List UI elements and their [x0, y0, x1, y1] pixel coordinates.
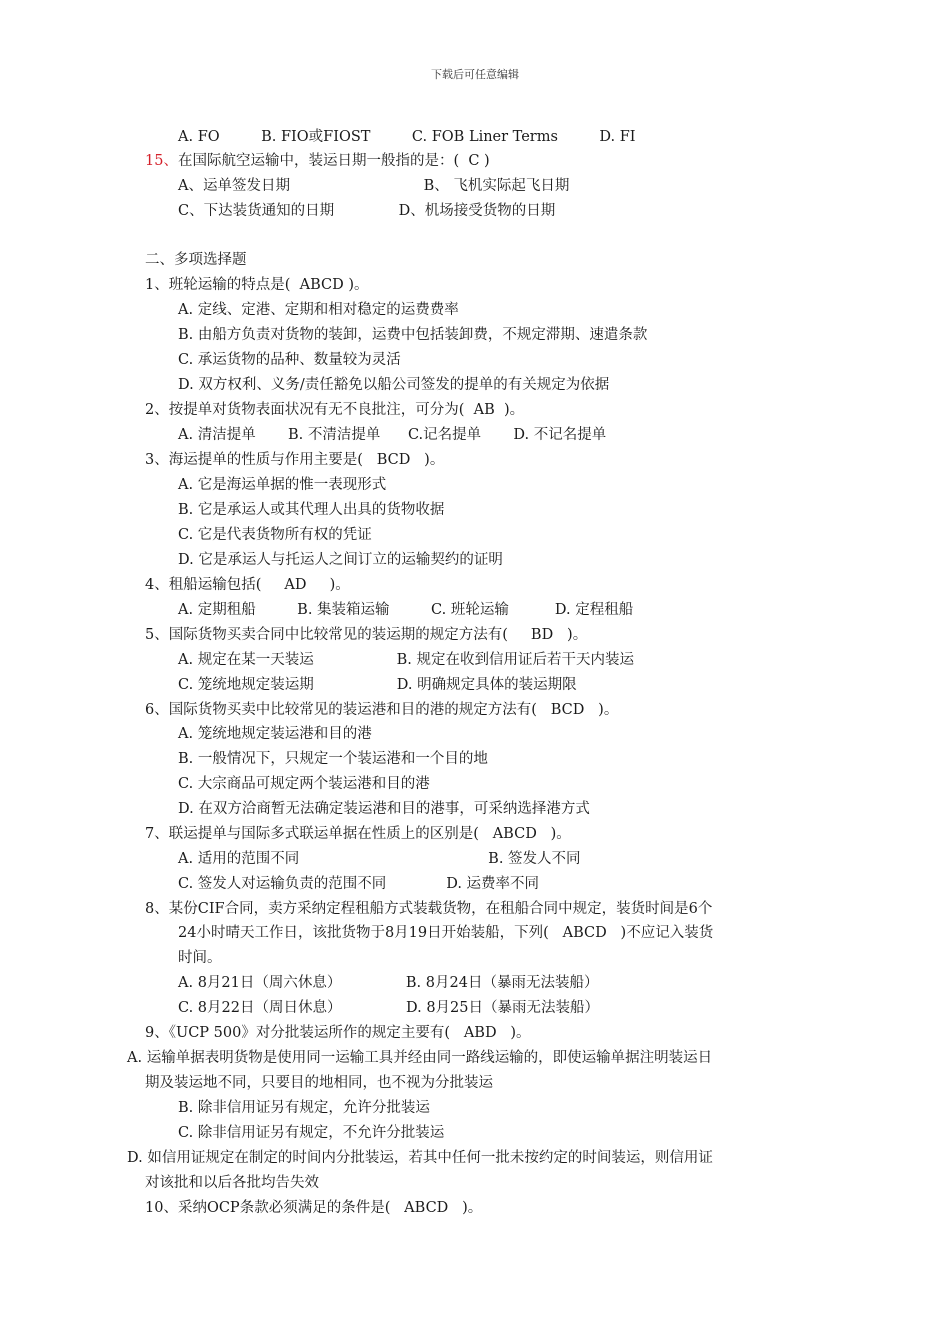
text-line [145, 151, 490, 171]
line-text: 二、多项选择题 [145, 252, 247, 268]
line-text: D. 如信用证规定在制定的时间内分批装运，若其中任何一批未按约定的时间装运，则信用证 [127, 1150, 713, 1166]
text-line [145, 575, 350, 595]
text-line [178, 923, 713, 943]
text-line [178, 675, 577, 695]
line-text: 3、海运提单的性质与作用主要是( BCD )。 [145, 452, 445, 468]
text-line [178, 874, 539, 894]
text-line [178, 650, 634, 670]
line-text: 对该批和以后各批均告失效 [145, 1175, 319, 1191]
line-text: A. 运输单据表明货物是使用同一运输工具并经由同一路线运输的，即使运输单据注明装运日 [127, 1050, 713, 1066]
line-text: 10、采纳OCP条款必须满足的条件是( ABCD )。 [145, 1200, 483, 1216]
text-line [178, 500, 444, 520]
text-line [127, 1148, 713, 1168]
line-text: C. 大宗商品可规定两个装运港和目的港 [178, 776, 430, 792]
text-line [145, 625, 587, 645]
line-text: 5、国际货物买卖合同中比较常见的装运期的规定方法有( BD )。 [145, 627, 588, 643]
text-line [178, 375, 609, 395]
text-line [178, 749, 488, 769]
text-line [145, 824, 571, 844]
text-line [178, 325, 647, 345]
text-line [178, 176, 569, 196]
text-line [178, 774, 430, 794]
line-text: A. 规定在某一天装运 B. 规定在收到信用证后若干天内装运 [178, 652, 635, 668]
line-text: C. 笼统地规定装运期 D. 明确规定具体的装运期限 [178, 677, 577, 693]
line-text: 6、国际货物买卖中比较常见的装运港和目的港的规定方法有( BCD )。 [145, 702, 619, 718]
line-text: B. 除非信用证另有规定，允许分批装运 [178, 1100, 430, 1116]
line-text: B. 一般情况下，只规定一个装运港和一个目的地 [178, 751, 488, 767]
line-text: C. 8月22日（周日休息） D. 8月25日（暴雨无法装船） [178, 1000, 600, 1016]
line-text: 2、按提单对货物表面状况有无不良批注，可分为( AB )。 [145, 402, 525, 418]
line-text: C. 除非信用证另有规定，不允许分批装运 [178, 1125, 445, 1141]
text-line [178, 973, 598, 993]
line-text: A. 笼统地规定装运港和目的港 [178, 726, 372, 742]
text-line [178, 600, 633, 620]
text-line [178, 127, 636, 147]
text-line [145, 899, 712, 919]
line-text: A. 定期租船 B. 集装箱运输 C. 班轮运输 D. 定程租船 [178, 602, 634, 618]
text-line [178, 425, 606, 445]
line-text: D. 它是承运人与托运人之间订立的运输契约的证明 [178, 552, 503, 568]
text-line [178, 300, 459, 320]
line-text: 期及装运地不同，只要目的地相同，也不视为分批装运 [145, 1075, 493, 1091]
text-line [178, 1098, 430, 1118]
text-line [145, 1073, 493, 1093]
line-text: A. 定线、定港、定期和相对稳定的运费费率 [178, 302, 459, 318]
line-text: C. 签发人对运输负责的范围不同 D. 运费率不同 [178, 876, 540, 892]
question-number: 15、 [145, 153, 178, 169]
line-text: 在国际航空运输中，装运日期一般指的是：( C ) [177, 153, 490, 169]
text-line [178, 724, 372, 744]
text-line [178, 550, 503, 570]
line-text: 7、联运提单与国际多式联运单据在性质上的区别是( ABCD )。 [145, 826, 571, 842]
line-text: 9、《UCP 500》对分批装运所作的规定主要有( ABD )。 [145, 1025, 531, 1041]
text-line [178, 350, 401, 370]
text-line [145, 1023, 531, 1043]
text-line [145, 1173, 319, 1193]
text-line [178, 849, 581, 869]
text-line [178, 475, 386, 495]
text-line [145, 275, 368, 295]
text-line [178, 948, 222, 968]
text-line [145, 400, 524, 420]
line-text: 4、租船运输包括( AD )。 [145, 577, 350, 593]
line-text: C. 承运货物的品种、数量较为灵活 [178, 352, 401, 368]
line-text: 24小时晴天工作日，该批货物于8月19日开始装船，下列( ABCD )不应记入装货 [178, 925, 714, 941]
line-text: C. 它是代表货物所有权的凭证 [178, 527, 372, 543]
line-text: 8、某份CIF合同，卖方采纳定程租船方式装载货物，在租船合同中规定，装货时间是6个 [145, 901, 713, 917]
line-text: D. 双方权利、义务/责任豁免以船公司签发的提单的有关规定为依据 [178, 377, 610, 393]
line-text: B. 由船方负责对货物的装卸，运费中包括装卸费，不规定滞期、速遣条款 [178, 327, 648, 343]
text-line [178, 525, 372, 545]
line-text: A. 它是海运单据的惟一表现形式 [178, 477, 387, 493]
line-text: A. FO B. FIO或FIOST C. FOB Liner Terms D. FI [178, 129, 636, 145]
text-line [145, 450, 444, 470]
text-line [145, 250, 247, 270]
text-line [145, 1198, 482, 1218]
text-line [178, 201, 555, 221]
text-line [178, 799, 590, 819]
line-text: A. 适用的范围不同 B. 签发人不同 [178, 851, 581, 867]
line-text: D. 在双方洽商暂无法确定装运港和目的港事，可采纳选择港方式 [178, 801, 590, 817]
text-line [178, 998, 599, 1018]
page-header: 下载后可任意编辑 [431, 68, 519, 81]
line-text: B. 它是承运人或其代理人出具的货物收据 [178, 502, 445, 518]
line-text: A. 清洁提单 B. 不清洁提单 C.记名提单 D. 不记名提单 [178, 427, 607, 443]
text-line [145, 700, 618, 720]
line-text: C、下达装货通知的日期 D、机场接受货物的日期 [178, 203, 556, 219]
line-text: A、运单签发日期 B、 飞机实际起飞日期 [178, 178, 570, 194]
line-text: 1、班轮运输的特点是( ABCD )。 [145, 277, 369, 293]
text-line [178, 1123, 444, 1143]
text-line [127, 1048, 712, 1068]
line-text: 时间。 [178, 950, 222, 966]
line-text: A. 8月21日（周六休息） B. 8月24日（暴雨无法装船） [178, 975, 599, 991]
